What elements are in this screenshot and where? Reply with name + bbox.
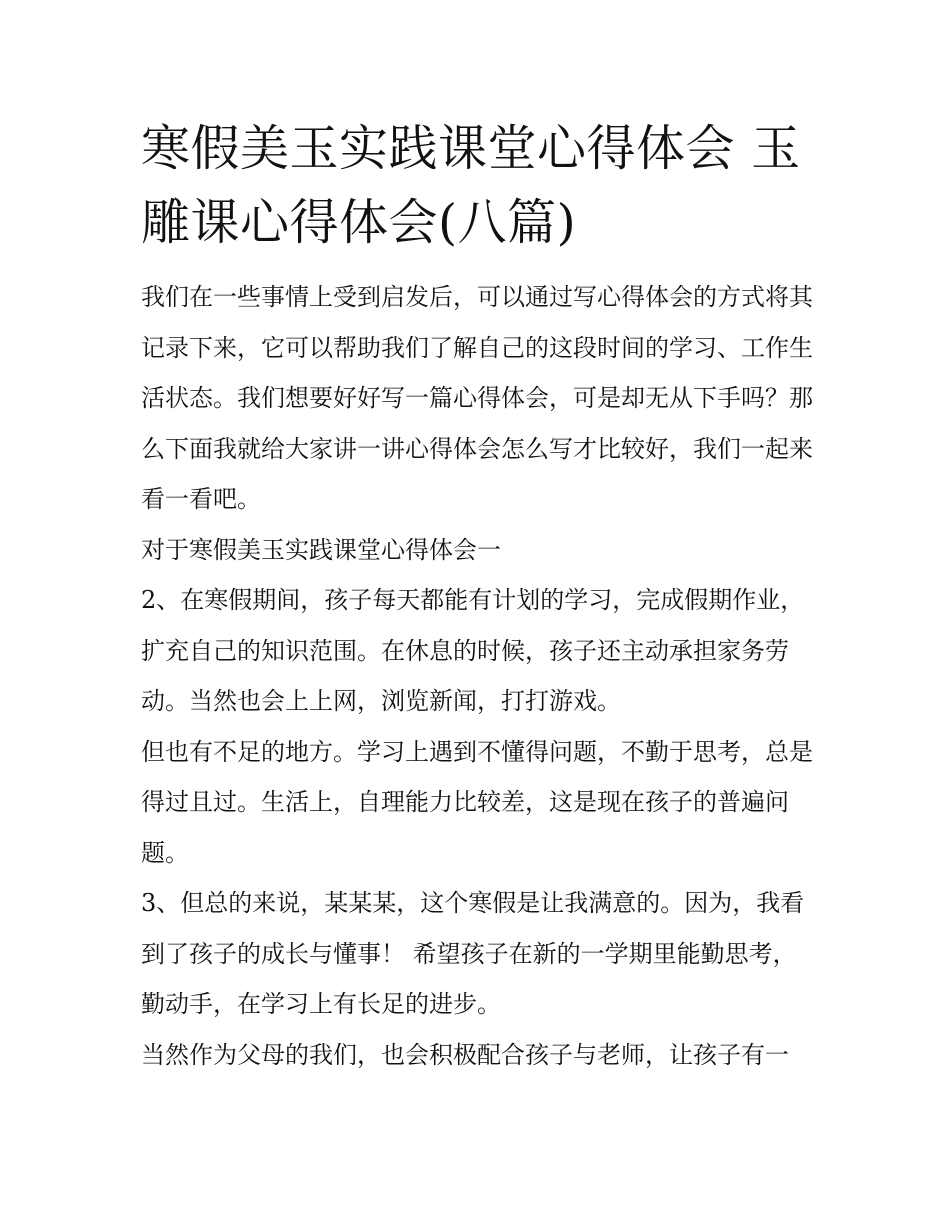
paragraph-shortcomings: 但也有不足的地方。学习上遇到不懂得问题，不勤于思考，总是得过且过。生活上，自理能力比较差，这是现在孩子的普遍问题。 — [141, 737, 813, 867]
document-page — [141, 112, 813, 1080]
paragraph-intro: 我们在一些事情上受到启发后，可以通过写心得体会的方式将其记录下来，它可以帮助我们了解自己的这段时间的学习、工作生活状态。我们想要好好写一篇心得体会，可是却无从下手吗？那么下面我就给大家讲一讲心得体会怎么写才比较好，我们一起来看一看吧。 — [141, 283, 813, 513]
paragraph-point-2: 2、在寒假期间，孩子每天都能有计划的学习，完成假期作业，扩充自己的知识范围。在休息的时候，孩子还主动承担家务劳动。当然也会上上网，浏览新闻，打打游戏。 — [141, 586, 805, 715]
paragraph-parents: 当然作为父母的我们，也会积极配合孩子与老师，让孩子有一 — [141, 1040, 789, 1069]
paragraph-section-heading: 对于寒假美玉实践课堂心得体会一 — [141, 535, 501, 564]
document-title: 寒假美玉实践课堂心得体会 玉雕课心得体会(八篇) — [141, 120, 801, 251]
document-body — [141, 272, 813, 1080]
paragraph-point-3: 3、但总的来说，某某某，这个寒假是让我满意的。因为，我看到了孩子的成长与懂事！ 希望孩子在新的一学期里能勤思考，勤动手，在学习上有长足的进步。 — [141, 889, 805, 1018]
